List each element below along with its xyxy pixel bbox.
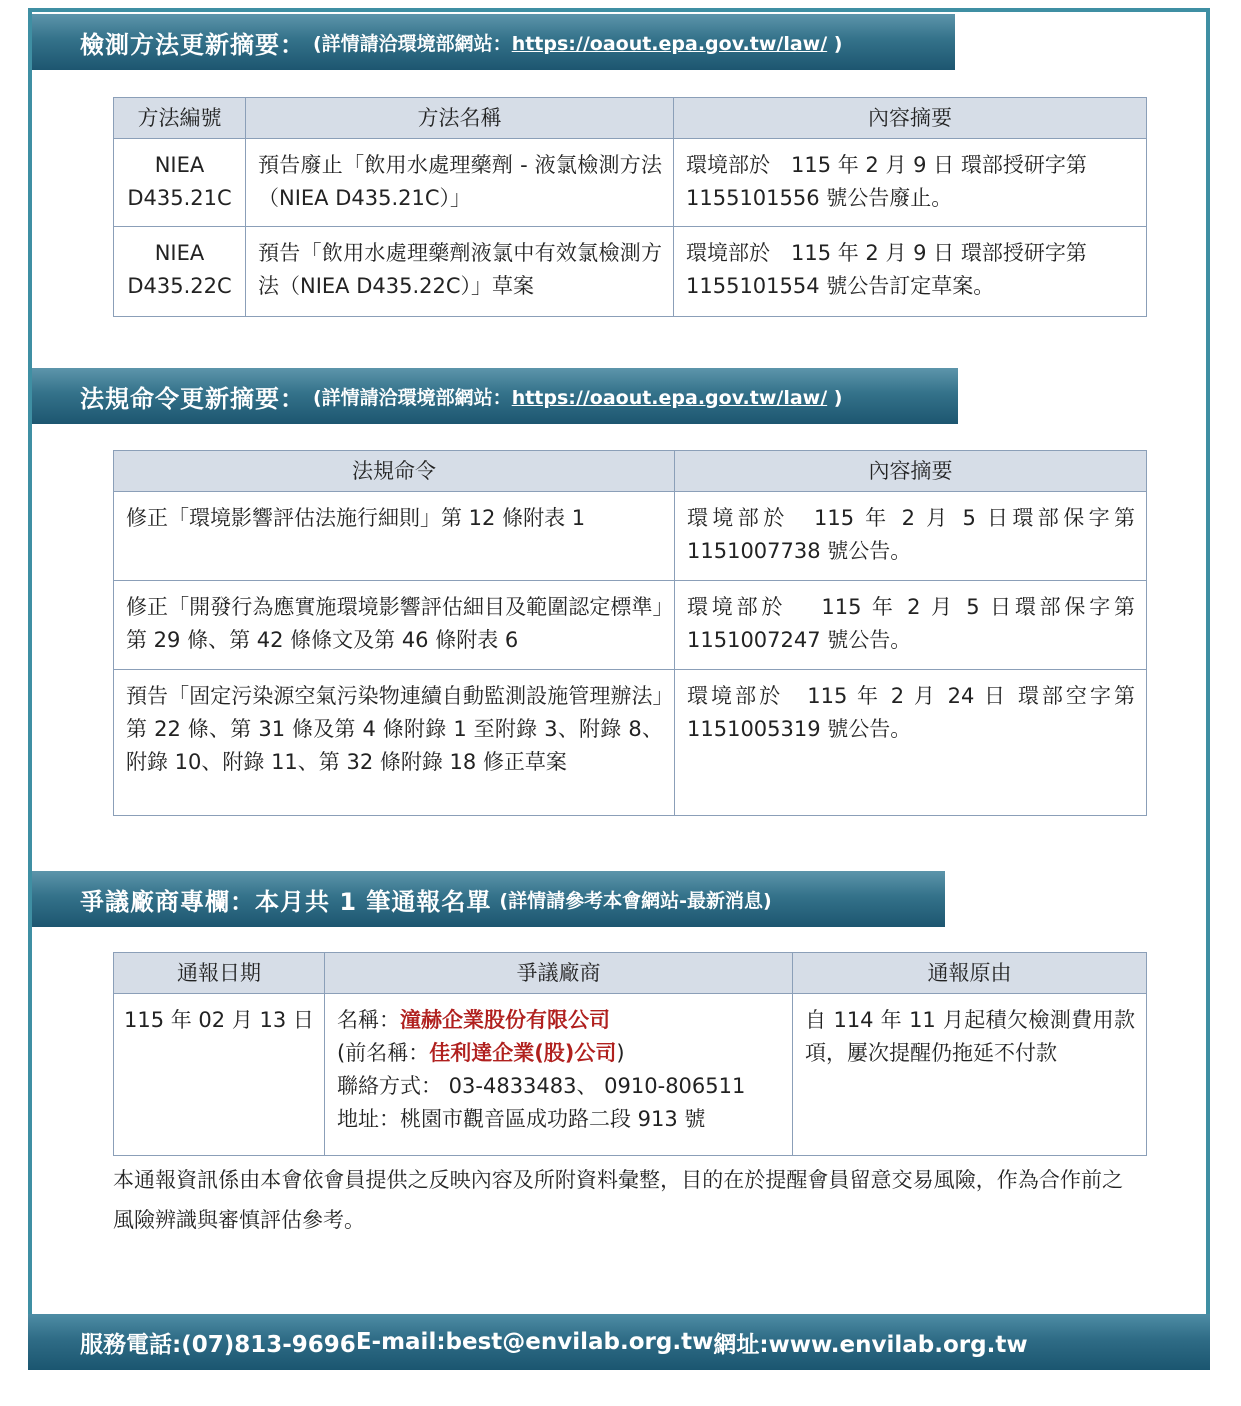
table-row: [114, 994, 1147, 1156]
table-row: [114, 670, 1147, 816]
section-subtitle: (詳情請參考本會網站-最新消息): [499, 889, 772, 912]
disputed-vendors-table: [113, 952, 1147, 1156]
method-name: 預告廢止「飲用水處理藥劑 - 液氯檢測方法（NIEA D435.21C）」: [246, 139, 674, 227]
method-summary: 環境部於 115 年 2 月 9 日 環部授研字第 1155101556 號公告廢止。: [674, 139, 1147, 227]
report-date: 115 年 02 月 13 日: [114, 994, 325, 1156]
regulation-name: 修正「環境影響評估法施行細則」第 12 條附表 1: [114, 492, 675, 581]
section-banner-disputed-vendors: [32, 871, 945, 927]
header-summary: 內容摘要: [674, 98, 1147, 139]
section-title: 法規命令更新摘要：: [80, 384, 305, 413]
vendor-name: 名稱：潼赫企業股份有限公司: [337, 1008, 610, 1032]
report-reason: 自 114 年 11 月起積欠檢測費用款項，屢次提醒仍拖延不付款: [793, 994, 1147, 1156]
header-vendor: 爭議廠商: [325, 953, 793, 994]
regulations-table: [113, 450, 1147, 816]
table-header-row: [114, 98, 1147, 139]
regulation-summary: 環境部於 115 年 2 月 24 日 環部空字第 1151005319 號公告。: [675, 670, 1147, 816]
section-subtitle: (詳情請洽環境部網站：https://oaout.epa.gov.tw/law/ ): [313, 32, 843, 55]
regulation-summary: 環境部於 115 年 2 月 5 日環部保字第 1151007738 號公告。: [675, 492, 1147, 581]
vendor-contact: 聯絡方式： 03-4833483、 0910-806511: [337, 1074, 746, 1098]
section-title: 檢測方法更新摘要：: [80, 30, 305, 59]
footer-bar: [28, 1314, 1210, 1370]
table-header-row: [114, 451, 1147, 492]
epa-law-link[interactable]: https://oaout.epa.gov.tw/law/: [511, 386, 828, 409]
test-methods-table: [113, 97, 1147, 317]
table-row: [114, 227, 1147, 317]
vendor-former-name: (前名稱：佳利達企業(股)公司): [337, 1041, 625, 1065]
section-banner-test-methods: [32, 14, 955, 70]
section-subtitle: (詳情請洽環境部網站：https://oaout.epa.gov.tw/law/ ): [313, 386, 843, 409]
disclaimer-note: 本通報資訊係由本會依會員提供之反映內容及所附資料彙整，目的在於提醒會員留意交易風險，作為合作前之風險辨識與審慎評估參考。: [113, 1168, 1123, 1232]
table-row: [114, 492, 1147, 581]
method-code: NIEA D435.21C: [114, 139, 246, 227]
table-row: [114, 581, 1147, 670]
section-banner-regulations: [32, 368, 958, 424]
footer-email[interactable]: E-mail:best@envilab.org.tw: [355, 1329, 714, 1355]
header-report-date: 通報日期: [114, 953, 325, 994]
footer-phone: 服務電話:(07)813-9696: [80, 1331, 356, 1358]
footer-website[interactable]: 網址:www.envilab.org.tw: [713, 1331, 1028, 1358]
regulation-name: 修正「開發行為應實施環境影響評估細目及範圍認定標準」第 29 條、第 42 條條文及第 46 條附表 6: [114, 581, 675, 670]
header-summary: 內容摘要: [675, 451, 1147, 492]
header-regulation: 法規命令: [114, 451, 675, 492]
regulation-name: 預告「固定污染源空氣污染物連續自動監測設施管理辦法」第 22 條、第 31 條及第 4 條附錄 1 至附錄 3、附錄 8、附錄 10、附錄 11、第 32 條附錄 18 修正草案: [114, 670, 675, 816]
method-name: 預告「飲用水處理藥劑液氯中有效氯檢測方法（NIEA D435.22C）」草案: [246, 227, 674, 317]
vendor-address: 地址：桃園市觀音區成功路二段 913 號: [337, 1107, 706, 1131]
table-row: [114, 139, 1147, 227]
header-reason: 通報原由: [793, 953, 1147, 994]
epa-law-link[interactable]: https://oaout.epa.gov.tw/law/: [511, 32, 828, 55]
method-summary: 環境部於 115 年 2 月 9 日 環部授研字第 1155101554 號公告訂定草案。: [674, 227, 1147, 317]
header-method-code: 方法編號: [114, 98, 246, 139]
table-header-row: [114, 953, 1147, 994]
regulation-summary: 環境部於 115 年 2 月 5 日環部保字第 1151007247 號公告。: [675, 581, 1147, 670]
section-title: 爭議廠商專欄：本月共 1 筆通報名單: [80, 887, 492, 916]
header-method-name: 方法名稱: [246, 98, 674, 139]
method-code: NIEA D435.22C: [114, 227, 246, 317]
vendor-details: [325, 994, 793, 1156]
